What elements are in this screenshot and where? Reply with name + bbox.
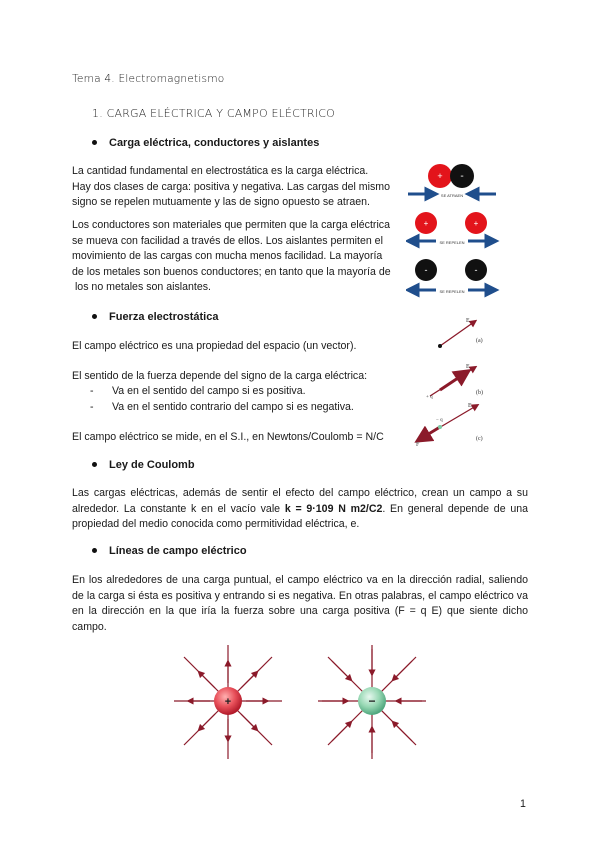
subsection-title: Líneas de campo eléctrico [109, 545, 247, 557]
svg-text:− q: − q [436, 418, 443, 423]
subsection-title: Ley de Coulomb [109, 459, 195, 471]
svg-text:+ q: + q [426, 395, 433, 400]
subsection-field-lines [92, 545, 247, 557]
attract-pair [408, 164, 496, 198]
charges-interaction-figure [406, 160, 500, 300]
charge-paragraph-2 [72, 218, 412, 296]
bullet-icon [92, 140, 97, 145]
vector-b [426, 364, 483, 400]
negative-charge-field [318, 645, 426, 759]
svg-text:+: + [224, 696, 232, 708]
text-run: Las cargas eléctricas, además de sentir el efecto del campo eléctrico, crean un campo a su alrededor. La constante k en el vacío vale [72, 487, 528, 515]
force-paragraph-1: El campo eléctrico es una propiedad del espacio (un vector). [72, 340, 357, 352]
svg-text:+: + [437, 171, 443, 181]
text-line: de los metales son buenos conductores; en tanto que la mayoría de [72, 265, 391, 278]
text-run: . En general depende de una propiedad del medio conocida como permitividad eléctrica, e. [72, 502, 528, 530]
charge-paragraph-1 [72, 164, 412, 211]
svg-text:−: − [368, 694, 376, 708]
text-line: se mueva con facilidad a través de ellos. Los aislantes permiten el [72, 234, 383, 247]
page-number: 1 [520, 798, 526, 810]
list-item: - Va en el sentido contrario del campo si es negativa. [90, 400, 354, 413]
repel-negative-pair [412, 259, 492, 294]
field-lines-paragraph: En los alrededores de una carga puntual, el campo eléctrico va en la dirección radial, saliendo de la carga si ésta es positiva y entrando si es negativa. En otras palabras, el campo eléctrico va en la dirección en la que iría la fuerza sobre una carga positiva (F = q E) que siente dicho campo. [72, 574, 528, 633]
svg-text:-: - [474, 265, 478, 275]
text-line: movimiento de las cargas con mucha menos facilidad. La mayoría [72, 250, 383, 262]
text-line: los no metales son aislantes. [72, 281, 211, 293]
document-topic: Tema 4. Electromagnetismo [72, 73, 225, 85]
attract-label: SE ATRAEN [440, 193, 464, 198]
bullet-icon [92, 548, 97, 553]
text-line: signo se repelen mutuamente y las de signo opuesto se atraen. [72, 196, 370, 208]
svg-text:E: E [466, 364, 470, 370]
text-line: Hay dos clases de carga: positiva y negativa. Las cargas del mismo [72, 180, 390, 193]
positive-charge-field [174, 645, 282, 759]
svg-text:E: E [468, 403, 472, 409]
text-line: La cantidad fundamental en electrostática es la carga eléctrica. [72, 165, 369, 177]
force-paragraph-3: El campo eléctrico se mide, en el S.I., en Newtons/Coulomb = N/C [72, 431, 384, 443]
svg-text:(a): (a) [476, 338, 483, 344]
subsection-coulomb [92, 459, 195, 471]
svg-text:E: E [466, 318, 470, 324]
bullet-icon [92, 462, 97, 467]
force-paragraph-2: El sentido de la fuerza depende del signo de la carga eléctrica: [72, 370, 368, 382]
list-item: - Va en el sentido del campo si es positiva. [90, 385, 306, 397]
subsection-force [92, 311, 218, 323]
subsection-title: Carga eléctrica, conductores y aislantes [109, 137, 320, 149]
svg-text:+: + [423, 219, 429, 228]
svg-text:F: F [416, 442, 420, 448]
coulomb-paragraph [72, 486, 528, 533]
force-vectors-figure [392, 310, 492, 450]
section-title: 1. CARGA ELÉCTRICA Y CAMPO ELÉCTRICO [92, 107, 335, 120]
bullet-icon [92, 314, 97, 319]
force-list [90, 384, 354, 415]
repel-label: SE REPELEN [439, 289, 465, 294]
vector-a [438, 318, 483, 348]
text-line: Los conductores son materiales que permiten que la carga eléctrica [72, 219, 390, 231]
coulomb-constant: k = 9·109 N m2/C2 [284, 502, 383, 515]
svg-text:-: - [424, 265, 428, 275]
vector-c [416, 403, 483, 448]
svg-text:+: + [473, 219, 479, 228]
svg-text:-: - [460, 171, 464, 182]
svg-text:(b): (b) [476, 390, 483, 396]
repel-positive-pair [412, 212, 492, 245]
subsection-title: Fuerza electrostática [109, 311, 219, 323]
subsection-charge [92, 137, 319, 149]
repel-label: SE REPELEN [439, 240, 465, 245]
svg-text:(c): (c) [476, 436, 483, 442]
field-lines-figure [170, 643, 440, 763]
